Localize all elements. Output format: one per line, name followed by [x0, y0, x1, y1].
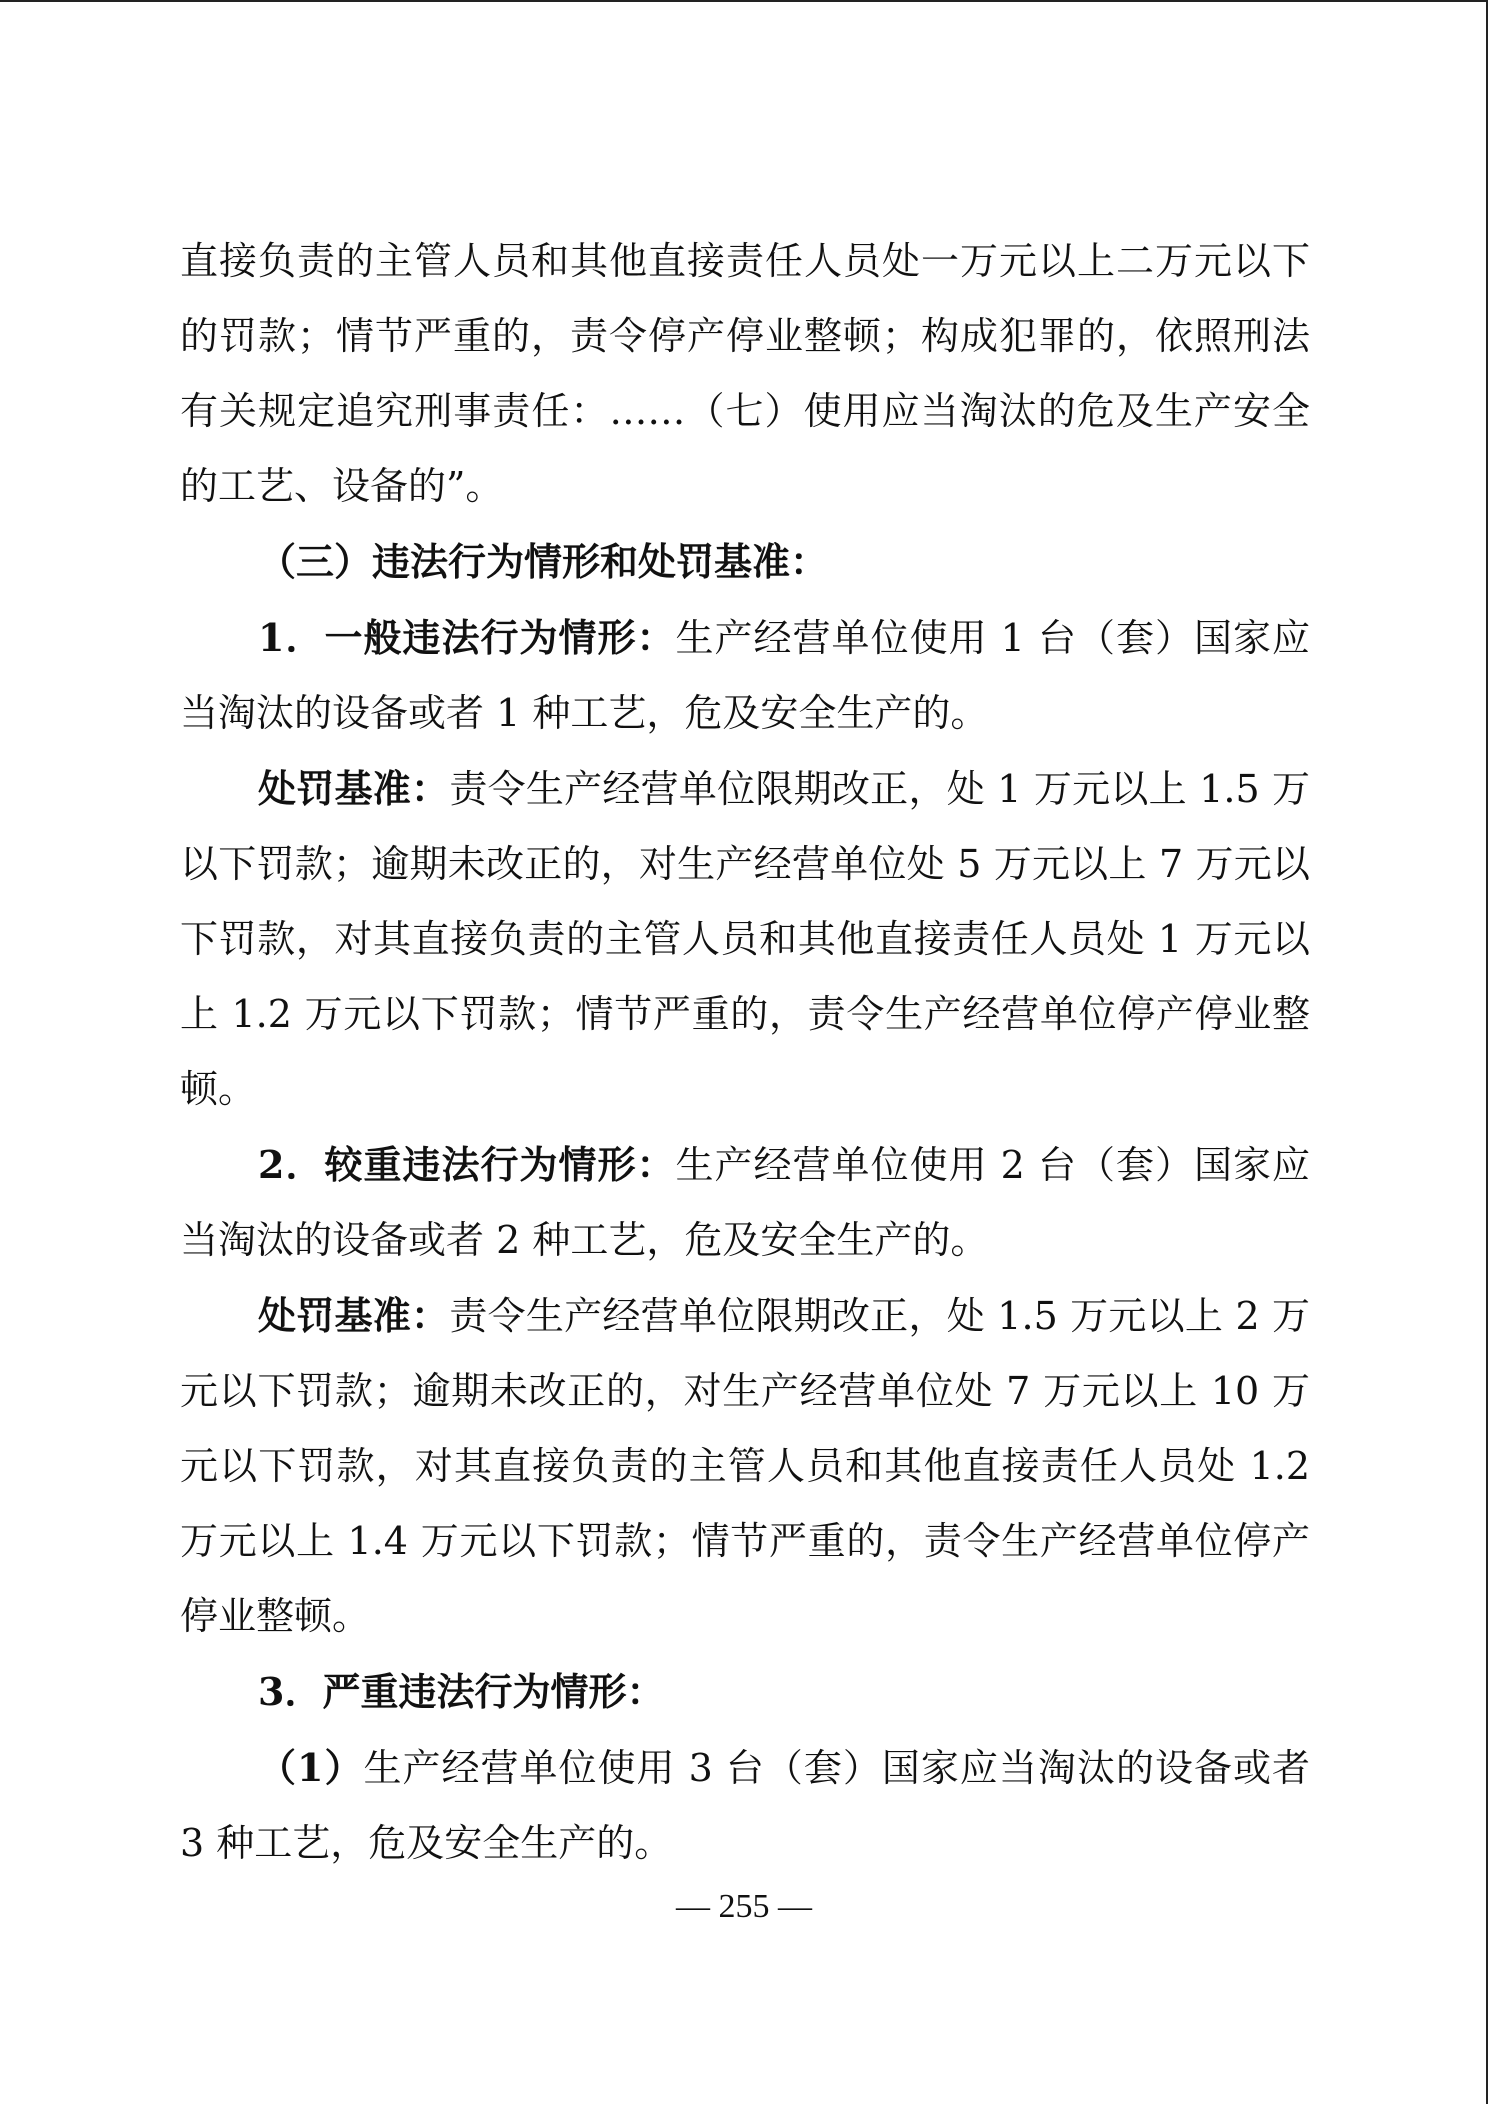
- section-heading: [180, 524, 1310, 600]
- item-1-text: 生产经营单位使用 1 台（套）国家应当淘汰的设备或者 1 种工艺，危及安全生产的。: [180, 616, 1310, 735]
- item-3-sub-1-text: 生产经营单位使用 3 台（套）国家应当淘汰的设备或者 3 种工艺，危及安全生产的。: [180, 1746, 1310, 1865]
- item-2-paragraph: [180, 1127, 1310, 1278]
- item-2-penalty-text: 责令生产经营单位限期改正，处 1.5 万元以上 2 万元以下罚款；逾期未改正的，对生产经营单位处 7 万元以上 10 万元以下罚款，对其直接负责的主管人员和其他直接责任人员处 1.2 万元以上 1.4 万元以下罚款；情节严重的，责令生产经营单位停产停业整顿。: [180, 1294, 1310, 1638]
- item-3-label: 3．严重违法行为情形：: [258, 1669, 665, 1714]
- item-1-paragraph: [180, 600, 1310, 751]
- continued-paragraph-text: 直接负责的主管人员和其他直接责任人员处一万元以上二万元以下的罚款；情节严重的，责令停产停业整顿；构成犯罪的，依照刑法有关规定追究刑事责任：……（七）使用应当淘汰的危及生产安全的工艺、设备的”。: [180, 239, 1310, 508]
- item-3-sub-1-paragraph: [180, 1730, 1310, 1881]
- item-1-penalty-paragraph: [180, 751, 1310, 1127]
- item-2-penalty-paragraph: [180, 1278, 1310, 1654]
- item-2-penalty-label: 处罚基准：: [258, 1293, 450, 1338]
- item-1-penalty-label: 处罚基准：: [258, 766, 450, 811]
- item-1-label: 1．一般违法行为情形：: [258, 615, 676, 660]
- item-3-sub-1-label: （1）: [258, 1745, 364, 1790]
- item-1-penalty-text: 责令生产经营单位限期改正，处 1 万元以上 1.5 万以下罚款；逾期未改正的，对生产经营单位处 5 万元以上 7 万元以下罚款，对其直接负责的主管人员和其他直接责任人员处 1 万元以上 1.2 万元以下罚款；情节严重的，责令生产经营单位停产停业整顿。: [180, 767, 1310, 1111]
- page-number: — 255 —: [676, 1888, 812, 1925]
- section-heading-text: （三）违法行为情形和处罚基准：: [258, 539, 829, 584]
- document-body: [180, 224, 1310, 1881]
- item-3-paragraph: [180, 1654, 1310, 1730]
- item-2-text: 生产经营单位使用 2 台（套）国家应当淘汰的设备或者 2 种工艺，危及安全生产的。: [180, 1143, 1310, 1262]
- continued-paragraph: [180, 224, 1310, 524]
- item-2-label: 2．较重违法行为情形：: [258, 1142, 676, 1187]
